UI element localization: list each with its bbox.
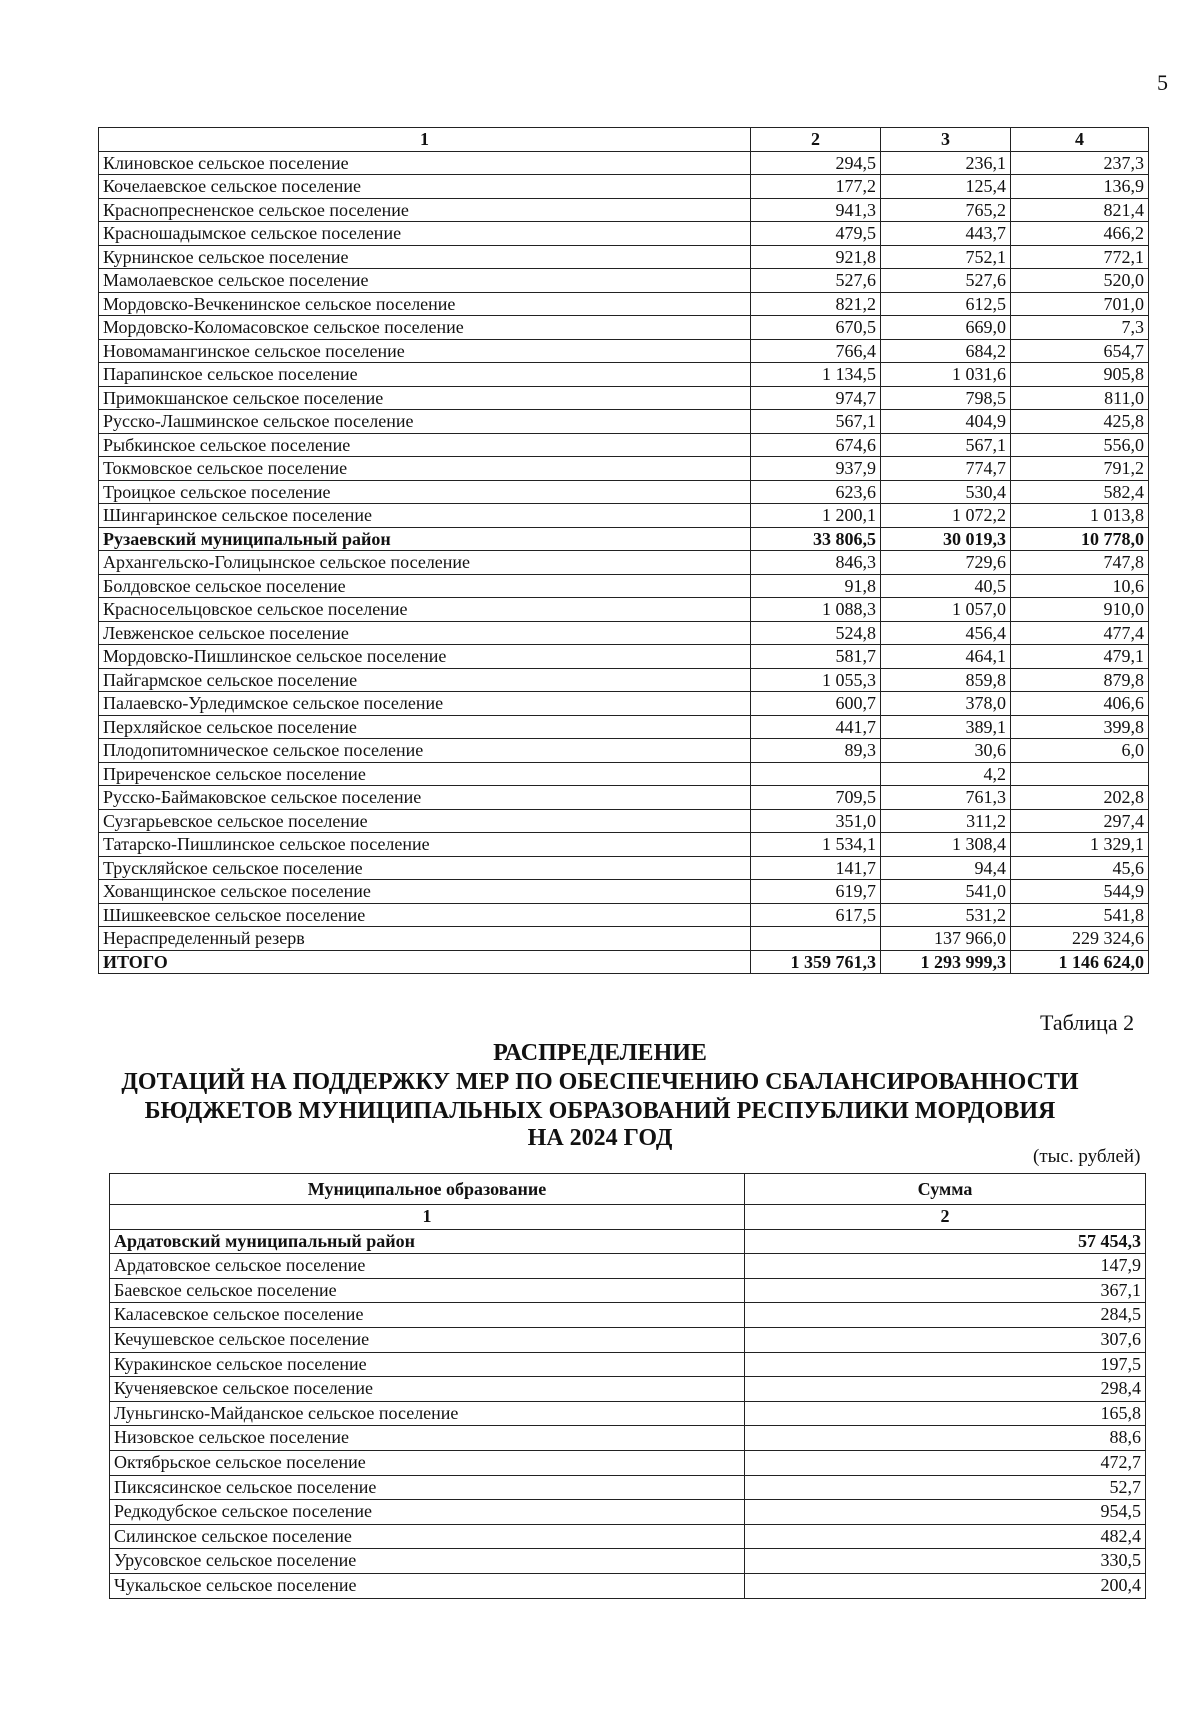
municipality-name: Сузгарьевское сельское поселение: [99, 809, 751, 833]
value-col-4: 791,2: [1011, 457, 1149, 481]
value-col-3: 1 293 999,3: [881, 950, 1011, 974]
municipality-name: Чукальское сельское поселение: [110, 1573, 745, 1598]
municipality-name: Красносельцовское сельское поселение: [99, 598, 751, 622]
table-row: [99, 715, 1149, 739]
value-col-4: 229 324,6: [1011, 927, 1149, 951]
table-2-title-line: ДОТАЦИЙ НА ПОДДЕРЖКУ МЕР ПО ОБЕСПЕЧЕНИЮ СБАЛАНСИРОВАННОСТИ: [121, 1069, 1079, 1095]
value-col-3: 311,2: [881, 809, 1011, 833]
unit-note: (тыс. рублей): [1033, 1146, 1141, 1167]
value-col-2: 1 359 761,3: [751, 950, 881, 974]
table-row: [99, 504, 1149, 528]
sum-value: 307,6: [745, 1327, 1146, 1352]
municipality-name: Рузаевский муниципальный район: [99, 527, 751, 551]
municipality-name: Ардатовский муниципальный район: [110, 1229, 745, 1254]
municipality-name: Каласевское сельское поселение: [110, 1303, 745, 1328]
table-row: [99, 692, 1149, 716]
value-col-4: 10 778,0: [1011, 527, 1149, 551]
value-col-3: 30,6: [881, 739, 1011, 763]
value-col-3: 389,1: [881, 715, 1011, 739]
table-header-row: [99, 128, 1149, 152]
column-header: 3: [881, 128, 1011, 152]
value-col-4: 7,3: [1011, 316, 1149, 340]
municipality-name: Плодопитомническое сельское поселение: [99, 739, 751, 763]
table-2-label: Таблица 2: [1040, 1010, 1135, 1035]
table-row: [99, 433, 1149, 457]
municipality-name: Примокшанское сельское поселение: [99, 386, 751, 410]
column-number: 1: [110, 1205, 745, 1230]
value-col-2: 89,3: [751, 739, 881, 763]
table-row: [110, 1573, 1146, 1598]
value-col-4: 1 013,8: [1011, 504, 1149, 528]
value-col-3: 669,0: [881, 316, 1011, 340]
value-col-2: 600,7: [751, 692, 881, 716]
value-col-4: 1 146 624,0: [1011, 950, 1149, 974]
value-col-2: 1 534,1: [751, 833, 881, 857]
value-col-2: 33 806,5: [751, 527, 881, 551]
value-col-3: 531,2: [881, 903, 1011, 927]
value-col-4: 399,8: [1011, 715, 1149, 739]
municipality-name: Октябрьское сельское поселение: [110, 1450, 745, 1475]
value-col-2: 670,5: [751, 316, 881, 340]
municipality-name: Клиновское сельское поселение: [99, 151, 751, 175]
table-row: [99, 363, 1149, 387]
municipality-name: Низовское сельское поселение: [110, 1426, 745, 1451]
municipality-name: Палаевско-Урледимское сельское поселение: [99, 692, 751, 716]
value-col-3: 1 031,6: [881, 363, 1011, 387]
sum-value: 88,6: [745, 1426, 1146, 1451]
table-row: [99, 645, 1149, 669]
value-col-3: 125,4: [881, 175, 1011, 199]
municipality-name: Луньгинско-Майданское сельское поселение: [110, 1401, 745, 1426]
value-col-3: 684,2: [881, 339, 1011, 363]
value-col-3: 30 019,3: [881, 527, 1011, 551]
table-row: [99, 927, 1149, 951]
value-col-3: 456,4: [881, 621, 1011, 645]
municipality-name: Мордовско-Коломасовское сельское поселение: [99, 316, 751, 340]
column-header: Сумма: [745, 1174, 1146, 1205]
municipality-name: Русско-Баймаковское сельское поселение: [99, 786, 751, 810]
table-row: [99, 410, 1149, 434]
sum-value: 330,5: [745, 1549, 1146, 1574]
municipality-name: Архангельско-Голицынское сельское поселение: [99, 551, 751, 575]
municipality-name: Болдовское сельское поселение: [99, 574, 751, 598]
table-2-title-line: БЮДЖЕТОВ МУНИЦИПАЛЬНЫХ ОБРАЗОВАНИЙ РЕСПУБЛИКИ МОРДОВИЯ: [144, 1098, 1056, 1124]
municipality-name: Пайгармское сельское поселение: [99, 668, 751, 692]
value-col-3: 530,4: [881, 480, 1011, 504]
sum-value: 482,4: [745, 1524, 1146, 1549]
table-row: [99, 480, 1149, 504]
municipality-name: Нераспределенный резерв: [99, 927, 751, 951]
table-row: [110, 1549, 1146, 1574]
value-col-2: 351,0: [751, 809, 881, 833]
value-col-4: 556,0: [1011, 433, 1149, 457]
table-row: [99, 903, 1149, 927]
value-col-3: 137 966,0: [881, 927, 1011, 951]
value-col-4: 202,8: [1011, 786, 1149, 810]
table-header-row: [110, 1174, 1146, 1205]
municipality-name: Курнинское сельское поселение: [99, 245, 751, 269]
sum-value: 284,5: [745, 1303, 1146, 1328]
table-row: [99, 739, 1149, 763]
value-col-4: 477,4: [1011, 621, 1149, 645]
value-col-2: 177,2: [751, 175, 881, 199]
municipality-name: Баевское сельское поселение: [110, 1278, 745, 1303]
value-col-4: 582,4: [1011, 480, 1149, 504]
municipality-name: Русско-Лашминское сельское поселение: [99, 410, 751, 434]
value-col-2: 619,7: [751, 880, 881, 904]
sum-value: 197,5: [745, 1352, 1146, 1377]
value-col-2: 527,6: [751, 269, 881, 293]
value-col-2: 1 134,5: [751, 363, 881, 387]
table-row: [99, 809, 1149, 833]
value-col-2: 91,8: [751, 574, 881, 598]
table-row: [99, 621, 1149, 645]
table-row: [99, 762, 1149, 786]
municipality-name: Парапинское сельское поселение: [99, 363, 751, 387]
municipality-name: Краснопресненское сельское поселение: [99, 198, 751, 222]
municipality-name: Шишкеевское сельское поселение: [99, 903, 751, 927]
value-col-3: 859,8: [881, 668, 1011, 692]
value-col-2: 567,1: [751, 410, 881, 434]
table-row: [110, 1524, 1146, 1549]
table-row: [99, 527, 1149, 551]
table-row: [110, 1377, 1146, 1402]
table-row: [99, 457, 1149, 481]
value-col-2: 1 055,3: [751, 668, 881, 692]
value-col-4: 910,0: [1011, 598, 1149, 622]
municipality-name: ИТОГО: [99, 950, 751, 974]
value-col-2: 581,7: [751, 645, 881, 669]
value-col-4: 811,0: [1011, 386, 1149, 410]
value-col-3: 1 057,0: [881, 598, 1011, 622]
value-col-3: 798,5: [881, 386, 1011, 410]
table-row: [110, 1401, 1146, 1426]
sum-value: 200,4: [745, 1573, 1146, 1598]
value-col-2: 941,3: [751, 198, 881, 222]
table-row: [110, 1303, 1146, 1328]
table-2-title-line: РАСПРЕДЕЛЕНИЕ: [493, 1040, 707, 1066]
value-col-2: 141,7: [751, 856, 881, 880]
sum-value: 165,8: [745, 1401, 1146, 1426]
table-row: [110, 1500, 1146, 1525]
sum-value: 954,5: [745, 1500, 1146, 1525]
sum-value: 472,7: [745, 1450, 1146, 1475]
table-row: [99, 245, 1149, 269]
value-col-3: 1 072,2: [881, 504, 1011, 528]
municipality-name: Шингаринское сельское поселение: [99, 504, 751, 528]
value-col-2: 921,8: [751, 245, 881, 269]
sum-value: 147,9: [745, 1254, 1146, 1279]
value-col-3: 612,5: [881, 292, 1011, 316]
municipality-name: Красношадымское сельское поселение: [99, 222, 751, 246]
table-row: [99, 175, 1149, 199]
municipality-name: Пиксясинское сельское поселение: [110, 1475, 745, 1500]
value-col-4: 136,9: [1011, 175, 1149, 199]
municipality-name: Редкодубское сельское поселение: [110, 1500, 745, 1525]
value-col-4: [1011, 762, 1149, 786]
value-col-3: 40,5: [881, 574, 1011, 598]
table-row: [99, 786, 1149, 810]
table-row: [110, 1450, 1146, 1475]
table-row: [110, 1278, 1146, 1303]
column-header: 2: [751, 128, 881, 152]
sum-value: 57 454,3: [745, 1229, 1146, 1254]
value-col-3: 404,9: [881, 410, 1011, 434]
value-col-4: 237,3: [1011, 151, 1149, 175]
table-row: [99, 198, 1149, 222]
subsidy-distribution-table: [109, 1173, 1146, 1599]
municipality-name: Ардатовское сельское поселение: [110, 1254, 745, 1279]
value-col-4: 701,0: [1011, 292, 1149, 316]
municipality-name: Хованщинское сельское поселение: [99, 880, 751, 904]
municipality-name: Кочелаевское сельское поселение: [99, 175, 751, 199]
table-2-title-line: НА 2024 ГОД: [527, 1125, 673, 1151]
municipality-name: Перхляйское сельское поселение: [99, 715, 751, 739]
municipality-name: Мордовско-Пишлинское сельское поселение: [99, 645, 751, 669]
value-col-4: 520,0: [1011, 269, 1149, 293]
table-row: [99, 598, 1149, 622]
column-header: 1: [99, 128, 751, 152]
table-row: [110, 1475, 1146, 1500]
value-col-3: 94,4: [881, 856, 1011, 880]
value-col-2: 479,5: [751, 222, 881, 246]
value-col-2: 294,5: [751, 151, 881, 175]
value-col-2: [751, 927, 881, 951]
value-col-2: 846,3: [751, 551, 881, 575]
value-col-3: 729,6: [881, 551, 1011, 575]
value-col-2: 674,6: [751, 433, 881, 457]
table-row: [99, 339, 1149, 363]
table-row: [99, 950, 1149, 974]
value-col-4: 10,6: [1011, 574, 1149, 598]
municipality-name: Мордовско-Вечкенинское сельское поселение: [99, 292, 751, 316]
value-col-2: 1 088,3: [751, 598, 881, 622]
value-col-4: 654,7: [1011, 339, 1149, 363]
municipality-name: Трускляйское сельское поселение: [99, 856, 751, 880]
municipality-name: Куракинское сельское поселение: [110, 1352, 745, 1377]
table-row: [110, 1352, 1146, 1377]
value-col-4: 406,6: [1011, 692, 1149, 716]
column-header: 4: [1011, 128, 1149, 152]
value-col-4: 544,9: [1011, 880, 1149, 904]
value-col-4: 772,1: [1011, 245, 1149, 269]
value-col-4: 747,8: [1011, 551, 1149, 575]
table-row: [110, 1254, 1146, 1279]
budget-table-continued: [98, 127, 1149, 974]
table-row: [99, 222, 1149, 246]
value-col-2: 617,5: [751, 903, 881, 927]
table-row: [99, 856, 1149, 880]
sum-value: 367,1: [745, 1278, 1146, 1303]
value-col-2: 766,4: [751, 339, 881, 363]
value-col-3: 761,3: [881, 786, 1011, 810]
municipality-name: Мамолаевское сельское поселение: [99, 269, 751, 293]
value-col-4: 425,8: [1011, 410, 1149, 434]
value-col-4: 466,2: [1011, 222, 1149, 246]
value-col-4: 905,8: [1011, 363, 1149, 387]
value-col-2: 821,2: [751, 292, 881, 316]
value-col-3: 527,6: [881, 269, 1011, 293]
table-subheader-row: [110, 1205, 1146, 1230]
municipality-name: Рыбкинское сельское поселение: [99, 433, 751, 457]
value-col-3: 378,0: [881, 692, 1011, 716]
sum-value: 52,7: [745, 1475, 1146, 1500]
page-number: 5: [1157, 70, 1168, 95]
value-col-2: 937,9: [751, 457, 881, 481]
table-row: [99, 880, 1149, 904]
value-col-4: 879,8: [1011, 668, 1149, 692]
table-row: [99, 574, 1149, 598]
value-col-3: 567,1: [881, 433, 1011, 457]
municipality-name: Силинское сельское поселение: [110, 1524, 745, 1549]
value-col-3: 4,2: [881, 762, 1011, 786]
value-col-4: 297,4: [1011, 809, 1149, 833]
municipality-name: Токмовское сельское поселение: [99, 457, 751, 481]
value-col-2: 441,7: [751, 715, 881, 739]
table-row: [99, 386, 1149, 410]
value-col-4: 45,6: [1011, 856, 1149, 880]
municipality-name: Левженское сельское поселение: [99, 621, 751, 645]
table-row: [99, 292, 1149, 316]
value-col-3: 464,1: [881, 645, 1011, 669]
table-row: [99, 151, 1149, 175]
table-row: [99, 316, 1149, 340]
table-row: [110, 1426, 1146, 1451]
value-col-3: 765,2: [881, 198, 1011, 222]
value-col-4: 821,4: [1011, 198, 1149, 222]
table-row: [99, 833, 1149, 857]
value-col-2: [751, 762, 881, 786]
table-row: [99, 551, 1149, 575]
value-col-3: 236,1: [881, 151, 1011, 175]
sum-value: 298,4: [745, 1377, 1146, 1402]
table-row: [110, 1229, 1146, 1254]
table-row: [99, 269, 1149, 293]
municipality-name: Троицкое сельское поселение: [99, 480, 751, 504]
value-col-3: 774,7: [881, 457, 1011, 481]
municipality-name: Приреченское сельское поселение: [99, 762, 751, 786]
value-col-4: 6,0: [1011, 739, 1149, 763]
table-row: [99, 668, 1149, 692]
value-col-4: 479,1: [1011, 645, 1149, 669]
value-col-4: 541,8: [1011, 903, 1149, 927]
value-col-3: 443,7: [881, 222, 1011, 246]
municipality-name: Татарско-Пишлинское сельское поселение: [99, 833, 751, 857]
table-row: [110, 1327, 1146, 1352]
municipality-name: Кученяевское сельское поселение: [110, 1377, 745, 1402]
value-col-2: 1 200,1: [751, 504, 881, 528]
column-number: 2: [745, 1205, 1146, 1230]
municipality-name: Урусовское сельское поселение: [110, 1549, 745, 1574]
value-col-2: 709,5: [751, 786, 881, 810]
value-col-3: 752,1: [881, 245, 1011, 269]
value-col-3: 1 308,4: [881, 833, 1011, 857]
value-col-2: 623,6: [751, 480, 881, 504]
column-header: Муниципальное образование: [110, 1174, 745, 1205]
municipality-name: Новомамангинское сельское поселение: [99, 339, 751, 363]
municipality-name: Кечушевское сельское поселение: [110, 1327, 745, 1352]
value-col-3: 541,0: [881, 880, 1011, 904]
value-col-4: 1 329,1: [1011, 833, 1149, 857]
value-col-2: 524,8: [751, 621, 881, 645]
value-col-2: 974,7: [751, 386, 881, 410]
